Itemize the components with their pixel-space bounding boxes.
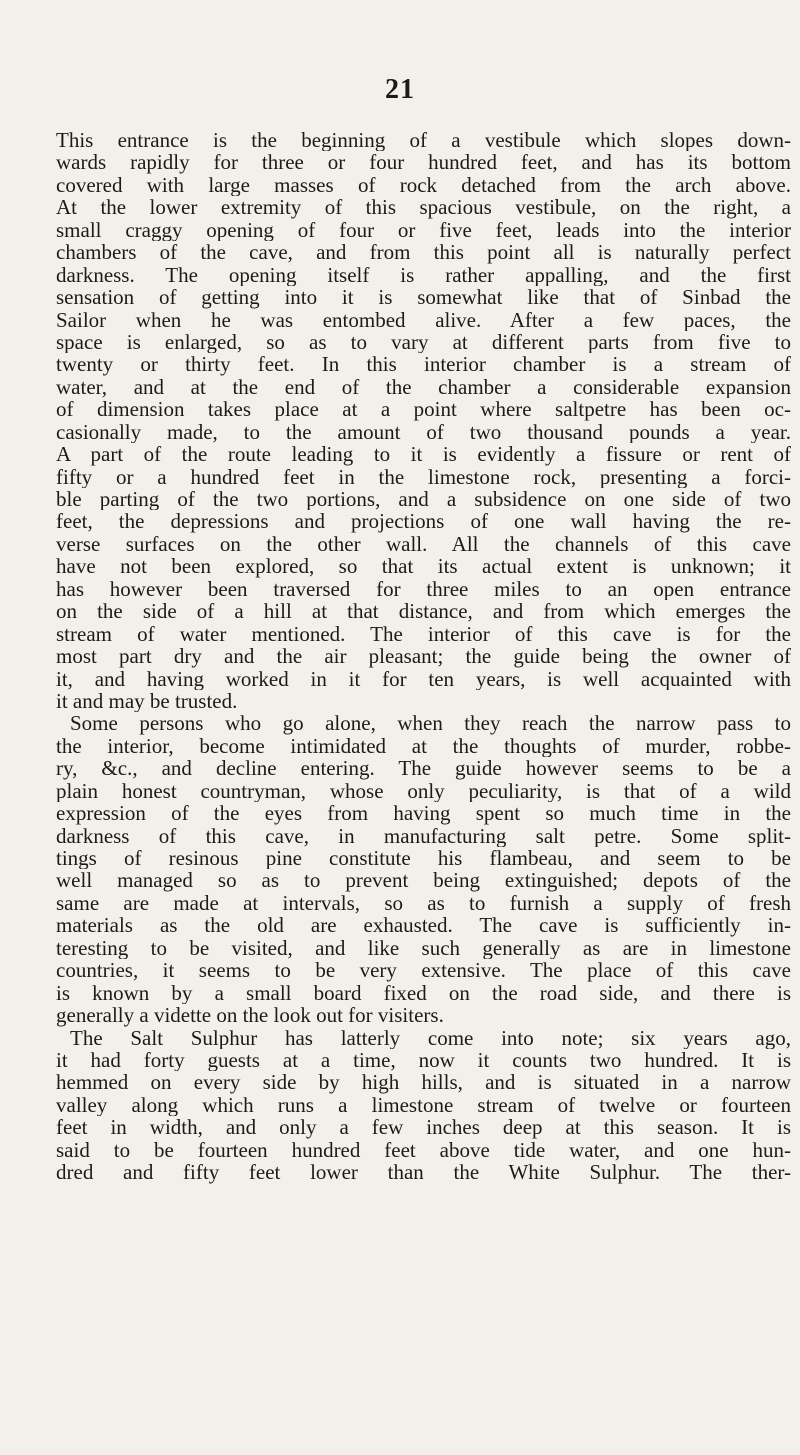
text-line: covered with large masses of rock detached from the arch above. (56, 173, 791, 197)
text-line: same are made at intervals, so as to furnish a supply of fresh (56, 891, 791, 915)
text-line: on the side of a hill at that distance, and from which emerges the (56, 600, 791, 623)
text-line: twenty or thirty feet. In this interior chamber is a stream of (56, 353, 791, 376)
text-line: feet, the depressions and projections of one wall having the re- (56, 510, 791, 533)
text-line: expression of the eyes from having spent so much time in the (56, 802, 791, 825)
text-line: countries, it seems to be very extensive. The place of this cave (56, 959, 791, 982)
paragraph-end-line: it and may be trusted. (56, 689, 238, 713)
text-line: most part dry and the air pleasant; the guide being the owner of (56, 645, 791, 668)
text-line: feet in width, and only a few inches deep at this season. It is (56, 1116, 791, 1139)
text-line: is known by a small board fixed on the road side, and there is (56, 981, 791, 1005)
text-line: it had forty guests at a time, now it counts two hundred. It is (56, 1048, 791, 1072)
text-line: At the lower extremity of this spacious vestibule, on the right, a (56, 196, 791, 219)
text-line: valley along which runs a limestone stream of twelve or fourteen (56, 1093, 791, 1117)
text-line: has however been traversed for three miles to an open entrance (56, 577, 791, 601)
text-line: ry, &c., and decline entering. The guide however seems to be a (56, 757, 791, 780)
body-text (56, 129, 791, 1184)
text-line: darkness of this cave, in manufacturing salt petre. Some split- (56, 824, 791, 847)
paragraph-start-line: Some persons who go alone, when they reach the narrow pass to (70, 712, 791, 735)
text-line: of dimension takes place at a point where saltpetre has been oc- (56, 398, 791, 421)
text-line: space is enlarged, so as to vary at different parts from five to (56, 330, 791, 354)
text-line: A part of the route leading to it is evidently a fissure or rent of (56, 443, 791, 466)
text-line: well managed so as to prevent being extinguished; depots of the (56, 869, 791, 892)
text-line: have not been explored, so that its actual extent is unknown; it (56, 555, 791, 578)
text-line: ble parting of the two portions, and a subsidence on one side of two (56, 488, 791, 511)
paragraph-start-line: The Salt Sulphur has latterly come into note; six years ago, (70, 1026, 791, 1049)
text-line: sensation of getting into it is somewhat like that of Sinbad the (56, 286, 791, 309)
text-line: wards rapidly for three or four hundred feet, and has its bottom (56, 151, 791, 174)
text-line: it, and having worked in it for ten years, is well acquainted with (56, 667, 791, 690)
text-line: This entrance is the beginning of a vestibule which slopes down- (56, 129, 791, 152)
text-line: fifty or a hundred feet in the limestone rock, presenting a forci- (56, 465, 791, 488)
text-line: teresting to be visited, and like such generally as are in limestone (56, 936, 791, 960)
page-number: 21 (385, 74, 415, 105)
text-line: Sailor when he was entombed alive. After a few paces, the (56, 308, 791, 331)
text-line: tings of resinous pine constitute his flambeau, and seem to be (56, 847, 791, 870)
text-line: said to be fourteen hundred feet above tide water, and one hun- (56, 1138, 791, 1162)
text-line: stream of water mentioned. The interior of this cave is for the (56, 622, 791, 646)
text-line: casionally made, to the amount of two thousand pounds a year. (56, 420, 791, 444)
text-line: water, and at the end of the chamber a considerable expansion (56, 375, 791, 399)
text-line: hemmed on every side by high hills, and is situated in a narrow (56, 1071, 791, 1094)
text-line: chambers of the cave, and from this point all is naturally perfect (56, 241, 791, 264)
text-line: small craggy opening of four or five feet, leads into the interior (56, 218, 791, 242)
text-line: plain honest countryman, whose only peculiarity, is that of a wild (56, 779, 791, 803)
text-line: the interior, become intimidated at the thoughts of murder, robbe- (56, 734, 791, 758)
text-line: darkness. The opening itself is rather appalling, and the first (56, 263, 791, 287)
paragraph-end-line: generally a vidette on the look out for visiters. (56, 1004, 444, 1027)
text-line: materials as the old are exhausted. The cave is sufficiently in- (56, 914, 791, 937)
text-line: verse surfaces on the other wall. All the channels of this cave (56, 532, 791, 556)
text-line: dred and fifty feet lower than the White Sulphur. The ther- (56, 1161, 791, 1184)
